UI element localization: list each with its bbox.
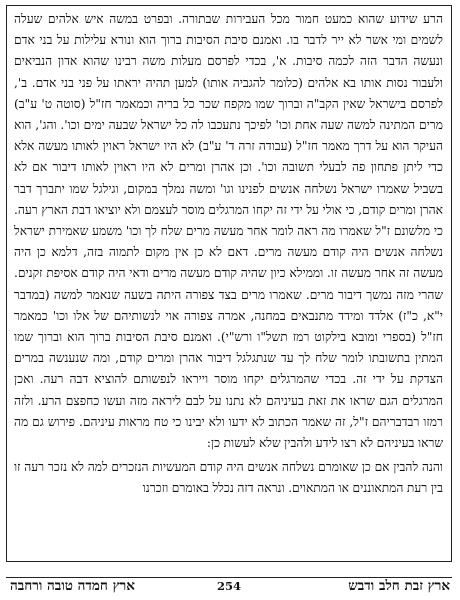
running-title-right: ארץ זבת חלב ודבש bbox=[348, 578, 450, 594]
text-frame bbox=[6, 5, 452, 562]
page-number: 254 bbox=[216, 579, 241, 593]
body-paragraph: והנה להבין אם כן שאומרם נשלחה אנשים היה קודם המעשיות הנזכרים למה לא נזכר רעה זו בין רעת המתאוננים או המתאוים. ונראה דזה נכלל באומרם וזכרנו bbox=[14, 460, 443, 496]
body-paragraph: הרע שידוע שהוא כמעט חמור מכל העבירות שבתורה. ובפרט במשה איש אלהים שעלה לשמים ומי אשר לא ייר לדבר בו. ואמנם סיבת הסיבות ברוך הוא ונורא עלילות על בני אדם ונעשה הדבר הזה לכמה סיבות. א', בכדי לפרסם מעלות משה רבינו שהוא אדון הנביאים ולעבור נסות אותו בא אלהים (כלומר להגביה אותו) למען תהיה יראתו על פני בני אדם. ב', לפרסם בישראל שאין הקב"ה וברוך שמו מקפח שכר כל בריה וכמאמר חז"ל (סוטה ט' ע"ב) מרים המתינה למשה שעה אחת וכו' לפיכך נתעכבו לה כל ישראל שבעה ימים וכו'. והג', הוא העיקר הוא על דרך מאמר חז"ל (עבודה זרה ד' ע"ב) לא היו ישראל ראוין לאותו מעשה אלא כדי ליתן פתחון פה לבעלי תשובה וכו'. וכן אהרן ומרים לא היו ראוין לאותו דיבור אם לא בשביל שאמרו ישראל נשלחה אנשים לפנינו וגו' ומשה נמלך במקום, וגילגל שמו יתברך דבר אהרן ומרים קודם, כי אולי על ידי זה יקחו המרגלים מוסר לעצמם ולא יוציאו דבת הארץ רעה. כי מלשונם ז"ל שאמרו מה ראה לומר אחר מעשה מרים שלח לך וכו' משמע שאמירת ישראל נשלחה אנשים היה קודם מעשה מרים. דאם לא כן אין מקום לתמוה בזה, דלמא כן היה מעשה זה אחר מעשה זו. וממילא כיון שהיה קודם מעשה מרים ודאי היה קודם אסיפת זקנים. שהרי מזה נמשך דיבור מרים. שאמרו מרים בצד צפורה היתה בשעה שנאמר למשה (במדבר י"א, כ"ז) אלדד ומידד מתנבאים במחנה, אמרה צפורה אוי לנשותיהם של אלו וכו' כמאמר חז"ל (בספרי ומובא בילקוט רמז תשל"ו ורש"י). ואמנם סיבת הסיבות ברוך הוא וברוך שמו המתין בתשובתו לומר שלח לך עד שנתגלגל דיבור אהרן ומרים קודם, ומה שנענשה במרים הצדקת על ידי זה. בכדי שהמרגלים יקחו מוסר וייראו לנפשותם להוציא דבה רעה. ואכן המרגלים הגם שראו את זאת בעיניהם לא נתנו על לבם ליראה מזה ועשו כחפצם הרע. ולזה רמזו רבדבריהם ז"ל, זה שאמר הכתוב לא ידעו ולא יבינו כי טח מראות עיניהם. פירוש גם מה שראו בעיניהם לא רצו לידע ולהבין שלא לעשות כן: bbox=[14, 12, 443, 451]
page-footer bbox=[6, 563, 452, 593]
running-title-left: ארץ חמדה טובה ורחבה bbox=[10, 578, 135, 594]
